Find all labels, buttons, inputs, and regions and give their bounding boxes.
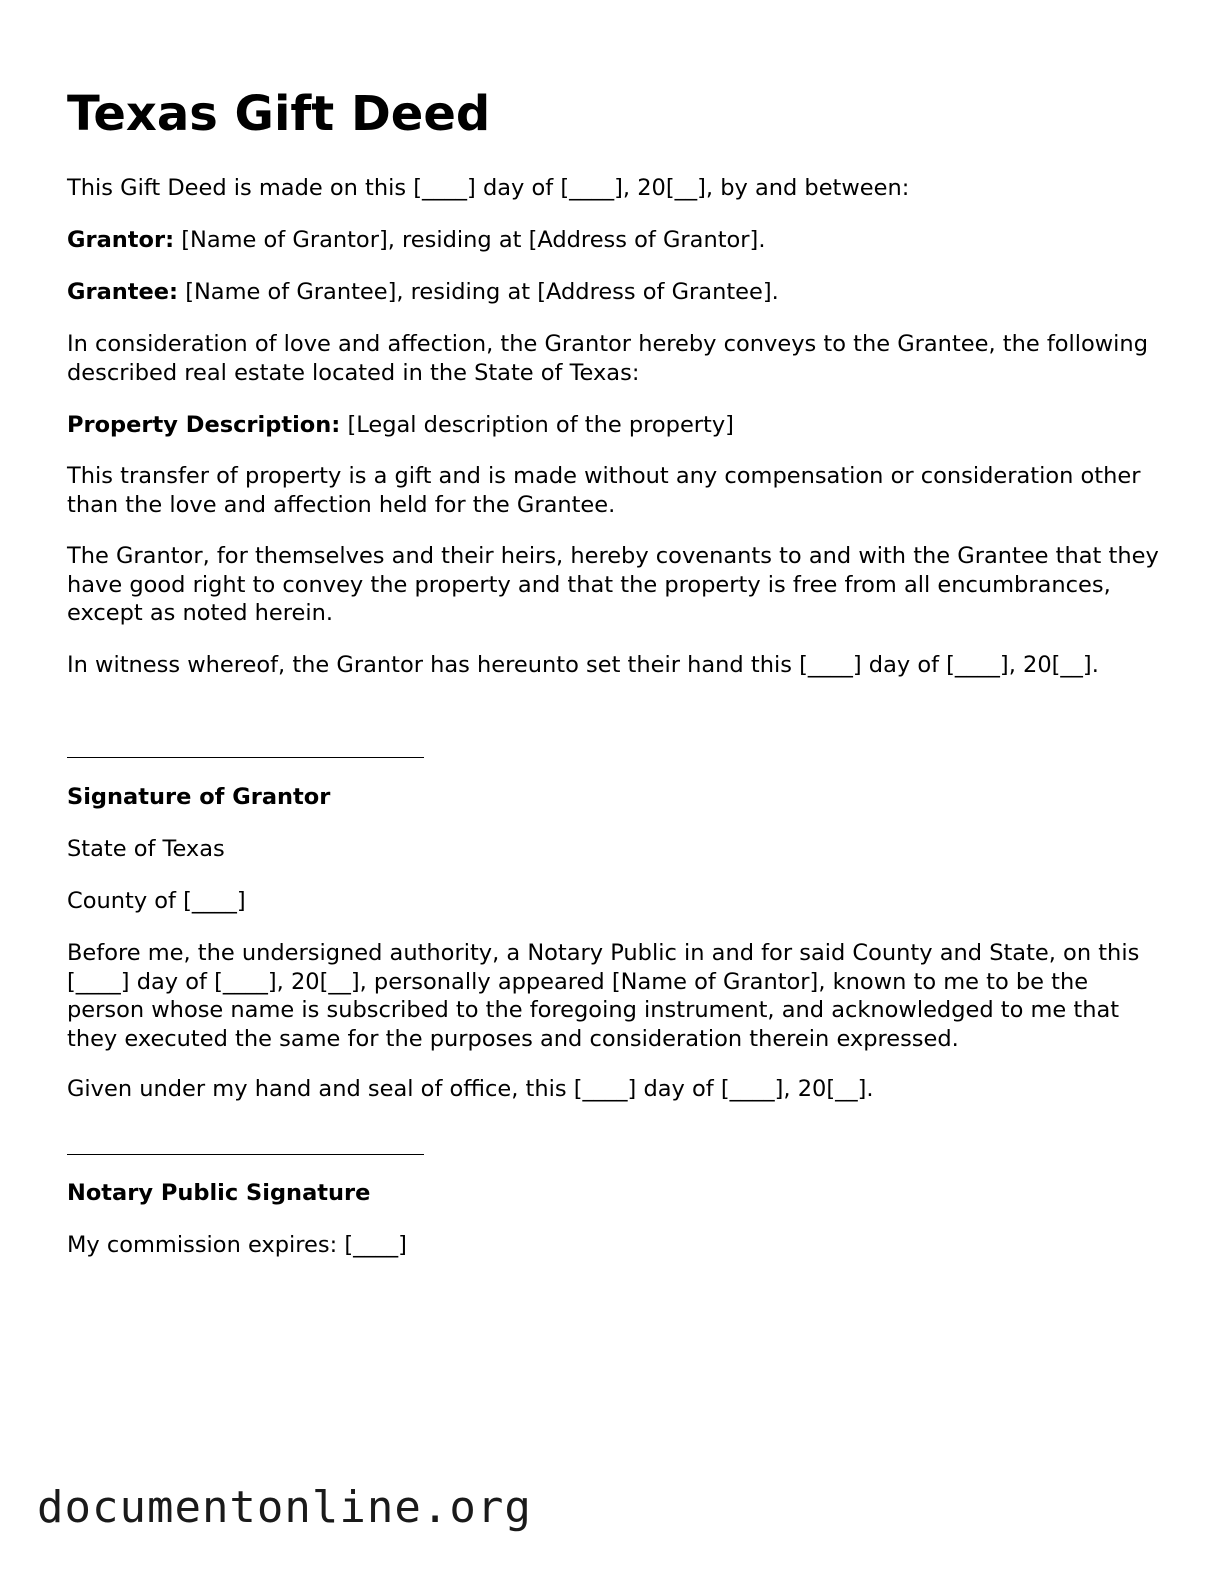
notary-signature-label: Notary Public Signature [67, 1180, 371, 1206]
notary-statement-paragraph: Before me, the undersigned authority, a Notary Public in and for said County and State, on this [____] day of [____], 20[__], personally appeared [Name of Grantor], known to me to be the person whose name is subscribed to the foregoing instrument, and acknowledged to me that they executed the same for the purposes and consideration therein expressed. [67, 940, 1140, 1052]
grantee-text: [Name of Grantee], residing at [Address of Grantee]. [178, 279, 779, 305]
grantor-text: [Name of Grantor], residing at [Address of Grantor]. [174, 227, 766, 253]
grantor-signature-label: Signature of Grantor [67, 784, 331, 810]
gift-statement-paragraph: This transfer of property is a gift and is made without any compensation or consideration other than the love and affection held for the Grantee. [67, 463, 1141, 518]
state-line: State of Texas [67, 836, 225, 862]
property-text: [Legal description of the property] [340, 412, 734, 438]
covenant-paragraph: The Grantor, for themselves and their heirs, hereby covenants to and with the Grantee that they have good right to convey the property and that the property is free from all encumbrances, except as noted herein. [67, 543, 1159, 626]
grantor-label: Grantor: [67, 227, 175, 253]
grantee-paragraph [67, 278, 1167, 307]
document-title: Texas Gift Deed [67, 86, 491, 142]
witness-paragraph: In witness whereof, the Grantor has hereunto set their hand this [____] day of [____], 20[__]. [67, 652, 1099, 678]
property-label: Property Description: [67, 412, 341, 438]
grantor-paragraph [67, 226, 1167, 255]
intro-paragraph: This Gift Deed is made on this [____] day of [____], 20[__], by and between: [67, 175, 910, 201]
seal-statement-paragraph: Given under my hand and seal of office, this [____] day of [____], 20[__]. [67, 1076, 874, 1102]
grantee-label: Grantee: [67, 279, 179, 305]
county-line: County of [____] [67, 888, 246, 914]
property-paragraph [67, 411, 1167, 440]
commission-line: My commission expires: [____] [67, 1232, 407, 1258]
site-watermark: documentonline.org [37, 1482, 532, 1533]
grantor-signature-line [67, 757, 424, 758]
consideration-paragraph: In consideration of love and affection, the Grantor hereby conveys to the Grantee, the following described real estate located in the State of Texas: [67, 331, 1148, 386]
notary-signature-line [67, 1154, 424, 1155]
